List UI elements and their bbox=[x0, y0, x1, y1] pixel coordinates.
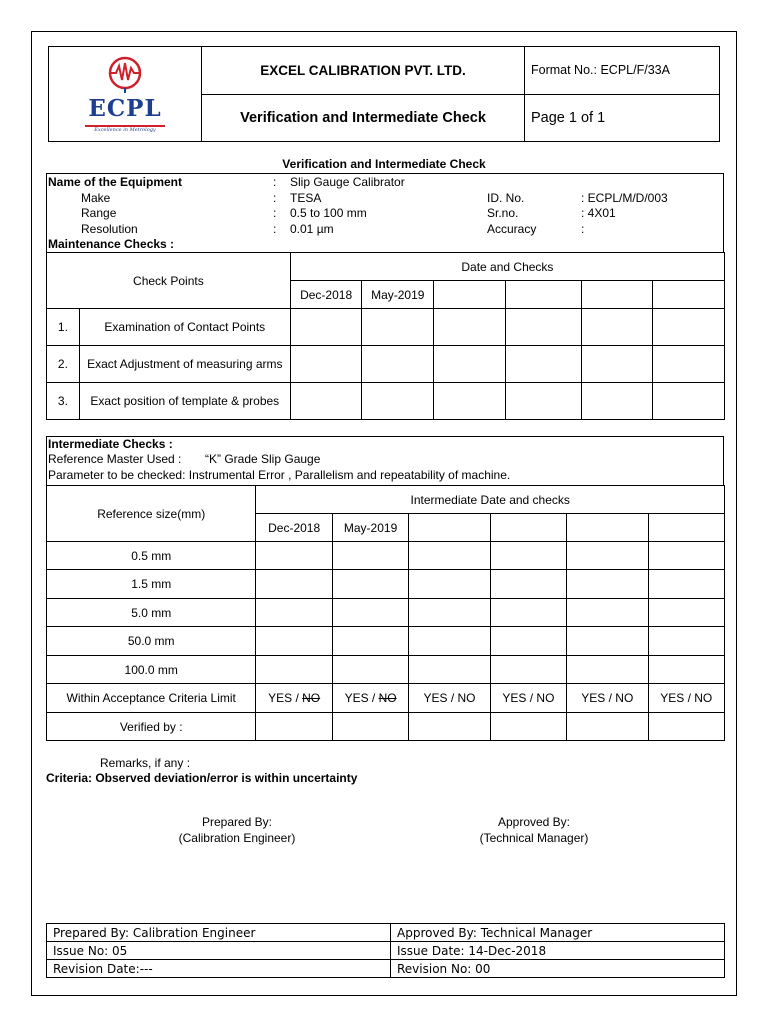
check-cell[interactable] bbox=[256, 656, 332, 684]
colon: : bbox=[273, 191, 277, 205]
document-header bbox=[48, 46, 720, 142]
range-label: Range bbox=[81, 206, 117, 220]
reference-size: 5.0 mm bbox=[47, 599, 256, 627]
section-title: Verification and Intermediate Check bbox=[282, 157, 486, 171]
document-title: Verification and Intermediate Check bbox=[202, 94, 525, 142]
resolution-value: 0.01 µm bbox=[290, 222, 334, 236]
prepared-by-role: (Calibration Engineer) bbox=[178, 831, 296, 845]
date-column-header bbox=[653, 281, 725, 309]
verified-row bbox=[47, 713, 725, 741]
check-cell[interactable] bbox=[581, 346, 652, 383]
id-label: ID. No. bbox=[487, 191, 525, 205]
acceptance-cell[interactable]: YES / NO bbox=[409, 684, 490, 713]
acceptance-cell[interactable]: YES / NO bbox=[648, 684, 725, 713]
date-column-header bbox=[490, 514, 566, 542]
check-cell[interactable] bbox=[409, 713, 490, 741]
check-cell[interactable] bbox=[653, 383, 725, 420]
id-value: : ECPL/M/D/003 bbox=[581, 191, 668, 205]
check-cell[interactable] bbox=[567, 627, 648, 656]
footer-approved-by: Approved By: Technical Manager bbox=[391, 924, 725, 942]
format-number: Format No.: ECPL/F/33A bbox=[525, 47, 720, 95]
table-row bbox=[47, 383, 725, 420]
check-cell[interactable] bbox=[490, 713, 566, 741]
srno-label: Sr.no. bbox=[487, 206, 519, 220]
check-cell[interactable] bbox=[648, 627, 725, 656]
check-cell[interactable] bbox=[648, 656, 725, 684]
make-value: TESA bbox=[290, 191, 322, 205]
check-cell[interactable] bbox=[256, 570, 332, 599]
check-cell[interactable] bbox=[434, 383, 505, 420]
footer-issue-date: Issue Date: 14-Dec-2018 bbox=[391, 942, 725, 960]
date-column-header: May-2019 bbox=[332, 514, 408, 542]
equipment-name-value: Slip Gauge Calibrator bbox=[290, 175, 405, 189]
colon: : bbox=[273, 175, 277, 189]
table-row bbox=[47, 542, 725, 570]
resolution-label: Resolution bbox=[81, 222, 138, 236]
check-cell[interactable] bbox=[490, 656, 566, 684]
intermediate-date-header: Intermediate Date and checks bbox=[256, 486, 725, 514]
accuracy-label: Accuracy bbox=[487, 222, 537, 236]
date-column-header bbox=[409, 514, 490, 542]
check-cell[interactable] bbox=[648, 542, 725, 570]
maintenance-heading: Maintenance Checks : bbox=[48, 237, 175, 251]
reference-size: 0.5 mm bbox=[47, 542, 256, 570]
table-row bbox=[47, 656, 725, 684]
acceptance-label: Within Acceptance Criteria Limit bbox=[47, 684, 256, 713]
check-cell[interactable] bbox=[567, 542, 648, 570]
logo-tagline: Excellence in Metrology bbox=[94, 127, 156, 133]
check-cell[interactable] bbox=[332, 656, 408, 684]
table-row bbox=[47, 599, 725, 627]
date-column-header: May-2019 bbox=[362, 281, 434, 309]
row-number: 1. bbox=[47, 309, 80, 346]
range-value: 0.5 to 100 mm bbox=[290, 206, 367, 220]
reference-master-value: “K” Grade Slip Gauge bbox=[205, 452, 321, 466]
date-column-header bbox=[567, 514, 648, 542]
check-cell[interactable] bbox=[290, 383, 362, 420]
check-cell[interactable] bbox=[256, 627, 332, 656]
check-cell[interactable] bbox=[409, 599, 490, 627]
check-point: Examination of Contact Points bbox=[79, 309, 290, 346]
document-footer bbox=[46, 923, 725, 978]
check-cell[interactable] bbox=[256, 713, 332, 741]
check-cell[interactable] bbox=[490, 627, 566, 656]
check-cell[interactable] bbox=[567, 713, 648, 741]
parameter-text: Parameter to be checked: Instrumental Error , Parallelism and repeatability of machine. bbox=[48, 468, 511, 482]
reference-size: 100.0 mm bbox=[47, 656, 256, 684]
reference-master-label: Reference Master Used : bbox=[48, 452, 182, 466]
check-cell[interactable] bbox=[332, 713, 408, 741]
check-cell[interactable] bbox=[648, 570, 725, 599]
make-label: Make bbox=[81, 191, 111, 205]
prepared-by-label: Prepared By: bbox=[201, 815, 273, 829]
check-cell[interactable] bbox=[567, 570, 648, 599]
check-cell[interactable] bbox=[505, 383, 581, 420]
date-column-header bbox=[434, 281, 505, 309]
acceptance-cell[interactable] bbox=[256, 684, 332, 713]
date-checks-header: Date and Checks bbox=[290, 253, 724, 281]
row-number: 3. bbox=[47, 383, 80, 420]
intermediate-heading: Intermediate Checks : bbox=[48, 437, 173, 451]
check-cell[interactable] bbox=[490, 570, 566, 599]
company-name: EXCEL CALIBRATION PVT. LTD. bbox=[202, 47, 525, 95]
approved-by-role: (Technical Manager) bbox=[479, 831, 589, 845]
yes-text: YES / bbox=[268, 691, 303, 705]
check-cell[interactable] bbox=[505, 346, 581, 383]
check-cell[interactable] bbox=[256, 599, 332, 627]
table-row bbox=[47, 570, 725, 599]
check-cell[interactable] bbox=[567, 656, 648, 684]
check-cell[interactable] bbox=[409, 570, 490, 599]
check-cell[interactable] bbox=[332, 542, 408, 570]
maintenance-table bbox=[46, 252, 725, 420]
remarks-label: Remarks, if any : bbox=[100, 756, 191, 770]
reference-size: 1.5 mm bbox=[47, 570, 256, 599]
check-cell[interactable] bbox=[567, 599, 648, 627]
acceptance-cell[interactable]: YES / NO bbox=[567, 684, 648, 713]
company-logo bbox=[49, 47, 201, 141]
check-cell[interactable] bbox=[648, 713, 725, 741]
check-cell[interactable] bbox=[362, 383, 434, 420]
equipment-name-label: Name of the Equipment bbox=[48, 175, 183, 189]
footer-prepared-by: Prepared By: Calibration Engineer bbox=[47, 924, 391, 942]
check-point: Exact Adjustment of measuring arms bbox=[79, 346, 290, 383]
colon: : bbox=[273, 206, 277, 220]
acceptance-cell[interactable]: YES / NO bbox=[490, 684, 566, 713]
date-column-header: Dec-2018 bbox=[256, 514, 332, 542]
check-cell[interactable] bbox=[653, 309, 725, 346]
criteria-text: Criteria: Observed deviation/error is within uncertainty bbox=[46, 771, 358, 785]
footer-revision-no: Revision No: 00 bbox=[391, 960, 725, 978]
no-text-struck: NO bbox=[378, 691, 397, 705]
check-cell[interactable] bbox=[256, 542, 332, 570]
check-cell[interactable] bbox=[409, 656, 490, 684]
acceptance-row bbox=[47, 684, 725, 713]
check-cell[interactable] bbox=[332, 599, 408, 627]
check-cell[interactable] bbox=[290, 346, 362, 383]
accuracy-value: : bbox=[581, 222, 585, 236]
check-cell[interactable] bbox=[490, 599, 566, 627]
check-cell[interactable] bbox=[362, 309, 434, 346]
date-column-header bbox=[648, 514, 725, 542]
check-points-header: Check Points bbox=[47, 253, 291, 309]
no-text-struck: NO bbox=[302, 691, 321, 705]
check-cell[interactable] bbox=[653, 346, 725, 383]
colon: : bbox=[273, 222, 277, 236]
row-number: 2. bbox=[47, 346, 80, 383]
check-point: Exact position of template & probes bbox=[79, 383, 290, 420]
footer-issue-no: Issue No: 05 bbox=[47, 942, 391, 960]
logo-text: ECPL bbox=[88, 95, 162, 122]
waveform-logo-icon bbox=[100, 53, 150, 93]
logo-cell bbox=[49, 47, 202, 142]
date-column-header bbox=[581, 281, 652, 309]
check-cell[interactable] bbox=[290, 309, 362, 346]
approved-by-label: Approved By: bbox=[497, 815, 571, 829]
check-cell[interactable] bbox=[332, 627, 408, 656]
reference-size-header: Reference size(mm) bbox=[47, 486, 256, 542]
intermediate-table bbox=[46, 485, 725, 741]
yes-text: YES / bbox=[344, 691, 379, 705]
srno-value: : 4X01 bbox=[581, 206, 616, 220]
footer-revision-date: Revision Date:--- bbox=[47, 960, 391, 978]
verified-label: Verified by : bbox=[47, 713, 256, 741]
table-row bbox=[47, 309, 725, 346]
reference-size: 50.0 mm bbox=[47, 627, 256, 656]
check-cell[interactable] bbox=[434, 346, 505, 383]
check-cell[interactable] bbox=[581, 309, 652, 346]
check-cell[interactable] bbox=[490, 542, 566, 570]
check-cell[interactable] bbox=[505, 309, 581, 346]
check-cell[interactable] bbox=[581, 383, 652, 420]
page-number: Page 1 of 1 bbox=[525, 94, 720, 142]
date-column-header: Dec-2018 bbox=[290, 281, 362, 309]
check-cell[interactable] bbox=[409, 542, 490, 570]
acceptance-cell[interactable] bbox=[332, 684, 408, 713]
check-cell[interactable] bbox=[362, 346, 434, 383]
date-column-header bbox=[505, 281, 581, 309]
check-cell[interactable] bbox=[434, 309, 505, 346]
table-row bbox=[47, 627, 725, 656]
table-row bbox=[47, 346, 725, 383]
check-cell[interactable] bbox=[332, 570, 408, 599]
check-cell[interactable] bbox=[648, 599, 725, 627]
check-cell[interactable] bbox=[409, 627, 490, 656]
